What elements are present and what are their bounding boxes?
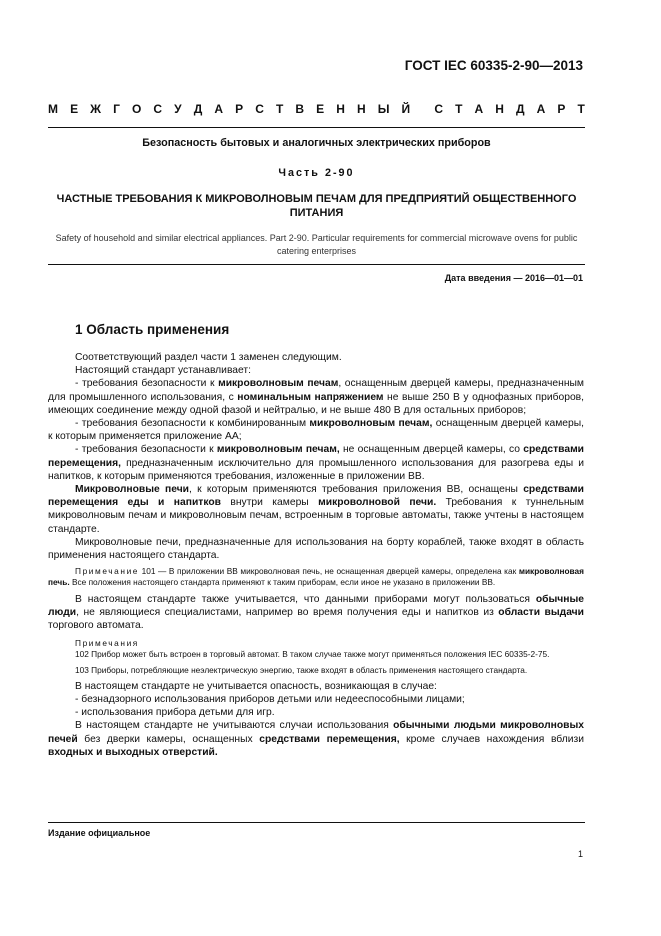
banner-letter: Р [235, 102, 244, 116]
page-number: 1 [577, 849, 583, 859]
note-102: 102 Прибор может быть встроен в торговый автомат. В таком случае также могут применяться положения IEC 60335-2-75. [75, 649, 550, 660]
paragraph: Соответствующий раздел части 1 заменен следующим. [75, 352, 342, 363]
banner-letter: А [474, 102, 484, 116]
section-heading: 1 Область применения [75, 322, 230, 337]
note-103: 103 Приборы, потребляющие неэлектрическую энергию, также входят в область применения настоящего стандарта. [75, 664, 528, 675]
banner-letter: С [153, 102, 163, 116]
paragraph: В настоящем стандарте не учитываются случаи использования обычными людьми микроволновых печей без дверки камеры, оснащенных средствами перемещения, кроме случаев нахождения вблизи входных и выходных отверстий. [48, 720, 584, 758]
banner-letter: Р [557, 102, 566, 116]
banner-letter: А [214, 102, 224, 116]
banner-letter: Н [356, 102, 366, 116]
banner-letter: С [434, 102, 443, 116]
list-item: - требования безопасности к микроволновым печам, не оснащенным дверцей камеры, со средствами перемещения, предназначенным исключительно для промышленного использования для разогрева еды и напитков, к которым применяются требования, изложенные в приложении ВВ. [48, 444, 585, 482]
official-edition-label: Издание официальное [48, 828, 151, 838]
banner-letter: Н [336, 102, 345, 116]
document-title: Безопасность бытовых и аналогичных электрических приборов [142, 137, 491, 149]
banner-letter: Е [316, 102, 325, 116]
footer-rule [48, 822, 585, 823]
section-body [48, 351, 584, 759]
note-101: Примечание 101 — В приложении ВВ микроволновая печь, не оснащенная дверцей камеры, определена как микроволновая печь. Все положения настоящего стандарта применяют к таким приборам, если иное не указано в приложении ВВ. [48, 566, 584, 588]
banner-letter: С [255, 102, 264, 116]
banner-letter: Ы [377, 102, 390, 116]
banner-letter: А [536, 102, 546, 116]
list-item: - требования безопасности к комбинированным микроволновым печам, оснащенным дверцей камеры, к которым применяется приложение АА; [48, 418, 584, 443]
part-number: Часть 2-90 [278, 167, 355, 179]
paragraph: Микроволновые печи, к которым применяются требования приложения ВВ, оснащены средствами перемещения еды и напитков внутри камеры микроволновой печи. Требования к туннельным микроволновым печам и микроволновым печам, встроенным в торговые автоматы, также учтены в настоящем стандарте. [48, 484, 584, 535]
standard-banner [48, 102, 585, 116]
list-item: - безнадзорного использования приборов детьми или недееспособными лицами; [75, 694, 465, 706]
banner-letter: Т [577, 102, 585, 116]
banner-letter: Д [516, 102, 525, 116]
banner-letter: Е [70, 102, 79, 116]
top-rule [48, 127, 585, 128]
list-item: - требования безопасности к микроволновым печам, оснащенным дверцей камеры, предназначенным для промышленного использования, с номинальным напряжением не выше 250 В у однофазных приборов, имеющих соединение между одной фазой и нейтралью, и не выше 480 В для остальных приборов; [48, 378, 585, 416]
banner-letter: Г [113, 102, 120, 116]
banner-letter: Т [455, 102, 463, 116]
paragraph: В настоящем стандарте также учитывается, что данными приборами могут пользоваться обычные люди, не являющиеся специалистами, например во время получения еды и напитков из области выдачи торгового автомата. [48, 593, 584, 632]
paragraph: Микроволновые печи, предназначенные для использования на борту кораблей, также входят в область применения настоящего стандарта. [48, 536, 584, 562]
specific-title: ЧАСТНЫЕ ТРЕБОВАНИЯ К МИКРОВОЛНОВЫМ ПЕЧАМ ДЛЯ ПРЕДПРИЯТИЙ ОБЩЕСТВЕННОГО ПИТАНИЯ [56, 193, 577, 219]
banner-letter: Т [275, 102, 284, 116]
banner-letter: Ж [90, 102, 102, 116]
document-code: ГОСТ IEC 60335-2-90—2013 [404, 58, 583, 73]
introduction-date: Дата введения — 2016—01—01 [444, 273, 583, 283]
banner-letter: М [48, 102, 58, 116]
banner-letter: В [295, 102, 305, 116]
paragraph: Настоящий стандарт устанавливает: [75, 365, 251, 377]
banner-letter: О [132, 102, 142, 116]
banner-letter: Д [193, 102, 203, 116]
banner-letter: Н [495, 102, 504, 116]
middle-rule [48, 264, 585, 265]
english-title: Safety of household and similar electrical appliances. Part 2-90. Particular requirements for commercial microwave ovens for public catering enterprises [55, 233, 578, 256]
paragraph: В настоящем стандарте не учитывается опасность, возникающая в случае: [75, 680, 437, 692]
banner-letter: У [174, 102, 182, 116]
list-item: - использования прибора детьми для игр. [75, 707, 275, 719]
banner-letter: Й [401, 102, 411, 116]
notes-heading: Примечания [75, 638, 139, 649]
